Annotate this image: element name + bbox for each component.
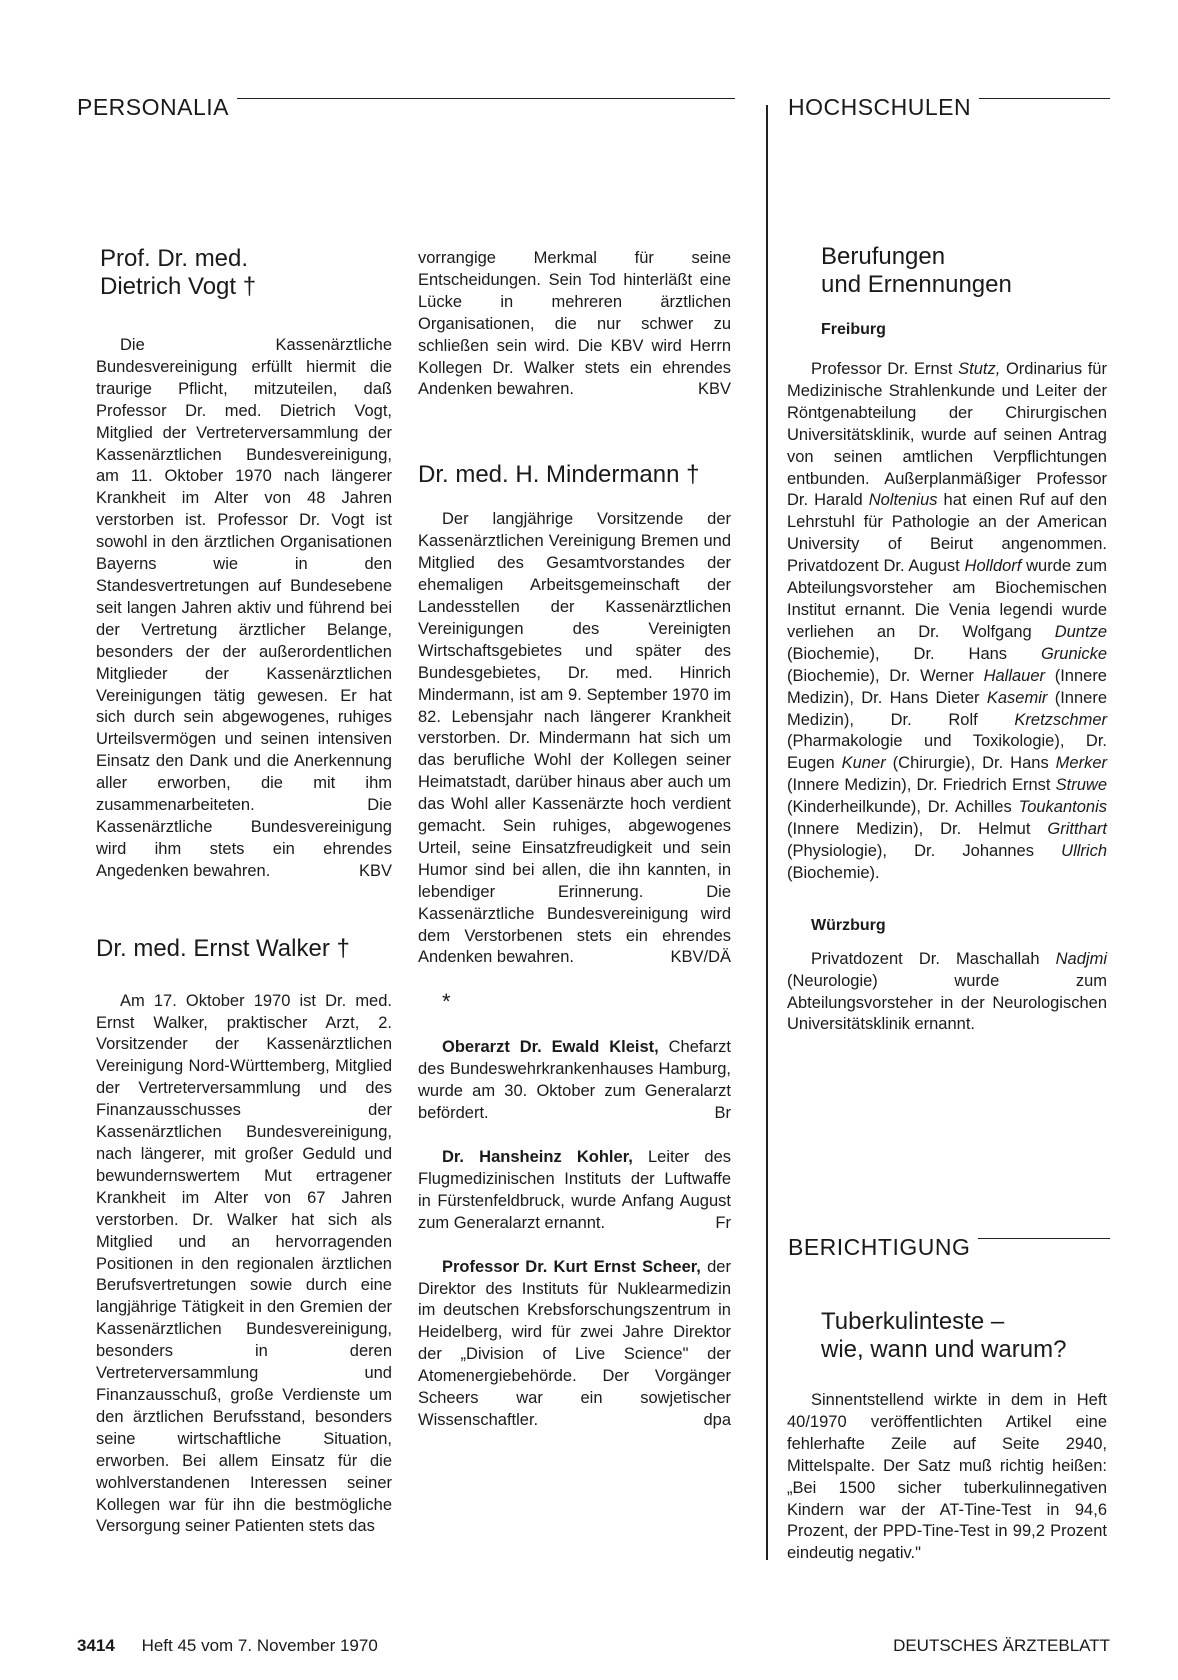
person-name: Kasemir (986, 688, 1048, 707)
article-title-tuberkulin (821, 1308, 1107, 1364)
body-text: (Biochemie). (787, 863, 880, 882)
title-line: wie, wann und warum? (821, 1336, 1067, 1363)
journal-name: DEUTSCHES ÄRZTEBLATT (893, 1636, 1110, 1655)
person-name: Nadjmi (1055, 949, 1107, 968)
title-line: Tuberkulinteste – (821, 1308, 1005, 1335)
body-text: hat einen Ruf auf den Lehrstuhl für Pathologie an der American University of Beirut angenommen. Privatdozent Dr. August (787, 491, 1108, 576)
body-text: (Kinderheilkunde), Dr. Achilles (787, 798, 1019, 817)
body-text: Der langjährige Vorsitzende der Kassenärztlichen Vereinigung Bremen und Mitglied des Gesamtvorstandes der ehemaligen Arbeitsgemeinschaft der Landesstellen der Kassenärztlichen Vereinigungen des Vereinigten Wirtschaftsgebietes und später des Bundesgebietes, Dr. med. Hinrich Mindermann, ist am 9. September 1970 im 82. Lebensjahr nach längerer Krankheit verstorben. Dr. Mindermann hat sich um das berufliche Wohl der Kollegen seiner Heimatstadt, darüber hinaus aber auch um das Wohl aller Kassenärzte hoch verdient gemacht. Sein ruhiges, abgewogenes Urteil, seine Einsatzfreudigkeit und sein Humor sind bei allen, die ihn kannten, in lebendiger Erinnerung. Die Kassenärztliche Bundesvereinigung wird dem Verstorbenen stets ein ehrendes Andenken bewahren. (418, 510, 731, 967)
body-text: vorrangige Merkmal für seine Entscheidungen. Sein Tod hinterläßt eine Lücke in mehreren ärztlichen Organisationen, die nur schwer zu schließen sein wird. Die KBV wird Herrn Kollegen Dr. Walker stets ein ehrendes Andenken bewahren. (418, 249, 731, 399)
body-text: (Biochemie), Dr. Hans (787, 644, 1041, 663)
body-text: (Innere Medizin), Dr. Helmut (787, 820, 1048, 839)
notice-name: Oberarzt Dr. Ewald Kleist, (442, 1038, 659, 1057)
heading-wuerzburg: Würzburg (811, 916, 886, 934)
signature: KBV (697, 380, 731, 399)
page-number: 3414 (77, 1636, 115, 1655)
header-rule (978, 1238, 1110, 1239)
title-line: und Ernennungen (821, 271, 1012, 298)
section-header-personalia (77, 96, 735, 119)
article-body-tuberkulin: Sinnentstellend wirkte in dem in Heft 40/1970 veröffentlichten Artikel eine fehlerhafte Zeile auf Seite 2940, Mittelspalte. Der Satz muß richtig heißen: „Bei 1500 sicher tuberkulinnegativen Kindern war der AT-Tine-Test in 94,6 Prozent, der PPD-Tine-Test in 99,2 Prozent eindeutig negativ." (787, 1391, 1107, 1563)
signature: KBV (358, 861, 392, 880)
person-name: Grunicke (1040, 644, 1107, 663)
section-label: PERSONALIA (77, 94, 229, 120)
person-name: Duntze (1054, 622, 1107, 641)
notice-scheer (418, 1257, 731, 1432)
title-line: Prof. Dr. med. (100, 245, 249, 272)
column-divider (766, 105, 768, 1560)
article-body-mindermann (418, 509, 731, 969)
article-title-vogt (100, 245, 392, 301)
person-name: Toukantonis (1018, 798, 1107, 817)
signature: KBV/DÄ (670, 948, 731, 967)
column-middle (418, 248, 731, 1432)
article-title-walker: Dr. med. Ernst Walker † (96, 934, 350, 962)
signature: Fr (715, 1213, 731, 1232)
article-title-mindermann: Dr. med. H. Mindermann † (418, 461, 700, 489)
article-body-wuerzburg (787, 949, 1107, 1037)
header-rule (979, 98, 1110, 99)
article-body-vogt (96, 335, 392, 883)
article-body-walker: Am 17. Oktober 1970 ist Dr. med. Ernst Walker, praktischer Arzt, 2. Vorsitzender der Kassenärztlichen Vereinigung Nord-Württemberg, Mitglied der Vertreterversammlung und des Finanzausschusses der Kassenärztlichen Bundesvereinigung, nach längerer, mit großer Geduld und bewundernswertem Mut ertragener Krankheit im Alter von 67 Jahren verstorben. Dr. Walker hat sich als Mitglied und an hervorragenden Positionen in den regionalen ärztlichen Berufsvertretungen sowie durch eine langjährige Tätigkeit in den Gremien der Kassenärztlichen Bundesvereinigung, besonders in deren Vertreterversammlung und Finanzausschuß, große Verdienste um den ärztlichen Berufsstand, besonders seine wirtschaftliche Situation, erworben. Bei allem Einsatz für die wohlverstandenen Interessen seiner Kollegen war für ihn die bestmögliche Versorgung seiner Patienten stets das (96, 991, 392, 1536)
title-line: Berufungen (821, 243, 946, 270)
body-text: (Neurologie) wurde zum Abteilungsvorsteher in der Neurologischen Universitätsklinik ernannt. (787, 971, 1107, 1034)
body-text: (Chirurgie), Dr. Hans (885, 754, 1056, 773)
body-text: (Innere Medizin), Dr. Hans Dieter (787, 666, 1107, 707)
article-body-walker-continued (418, 248, 731, 401)
title-line: Dietrich Vogt † (100, 273, 257, 300)
person-name: Hallauer (983, 666, 1046, 685)
person-name: Ullrich (1061, 841, 1107, 860)
body-text: (Physiologie), Dr. Johannes (787, 841, 1062, 860)
body-text: Professor Dr. Ernst (811, 360, 959, 378)
notice-text: Chefarzt des Bundeswehrkrankenhauses Hamburg, wurde am 30. Oktober zum Generalarzt befördert. (418, 1038, 732, 1123)
notice-text: der Direktor des Instituts für Nuklearmedizin im deutschen Krebsforschungszentrum in Heidelberg, wird für zwei Jahre Direktor der „Division of Live Science" der Atomenergiebehörde. Der Vorgänger Scheers war ein sowjetischer Wissenschaftler. (418, 1257, 731, 1429)
body-text: Ordinarius für Medizinische Strahlenkunde und Leiter der Röntgenabteilung der Chirurgischen Universitätsklinik, wurde auf seinen Antrag von seinen amtlichen Verpflichtungen entbunden. Außerplanmäßiger Professor Dr. Harald (787, 360, 1107, 510)
signature: Br (714, 1104, 731, 1123)
body-text: (Innere Medizin), Dr. Friedrich Ernst (787, 776, 1056, 795)
section-header-hochschulen (788, 96, 1110, 119)
notice-text: Leiter des Flugmedizinischen Instituts der Luftwaffe in Fürstenfeldbruck, wurde Anfang August zum Generalarzt ernannt. (418, 1148, 732, 1232)
notice-kohler (418, 1147, 731, 1235)
person-name: Merker (1055, 754, 1107, 773)
body-text: (Biochemie), Dr. Werner (787, 666, 984, 685)
body-text: Privatdozent Dr. Maschallah (811, 949, 1056, 968)
article-body-freiburg (787, 359, 1107, 885)
body-text: Die Kassenärztliche Bundesvereinigung erfüllt hiermit die traurige Pflicht, mitzuteilen, daß Professor Dr. med. Dietrich Vogt, Mitglied der Vertreterversammlung der Kassenärztlichen Bundesvereinigung, am 11. Oktober 1970 nach längerer Krankheit im Alter von 48 Jahren verstorben ist. Professor Dr. Vogt ist sowohl in den ärztlichen Organisationen Bayerns wie in den Standesvertretungen auf Bundesebene seit langen Jahren aktiv und führend bei der Vertretung ärztlicher Belange, besonders der der außerordentlichen Mitglieder der Kassenärztlichen Vereinigungen tätig gewesen. Er hat sich durch sein abgewogenes, ruhiges Urteilsvermögen und seinen intensiven Einsatz den Dank und die Anerkennung aller erworben, die mit ihm zusammenarbeiteten. Die Kassenärztliche Bundesvereinigung wird ihm stets ein ehrendes Angedenken bewahren. (96, 336, 392, 880)
footer (77, 1636, 1110, 1656)
notice-kleist (418, 1037, 731, 1125)
section-label: BERICHTIGUNG (788, 1234, 971, 1260)
column-right (787, 243, 1107, 1036)
notice-name: Dr. Hansheinz Kohler, (442, 1148, 633, 1166)
article-title-berufungen (821, 243, 1107, 299)
column-right-lower (787, 1308, 1107, 1565)
column-left (96, 245, 392, 1538)
issue-info: Heft 45 vom 7. November 1970 (141, 1636, 378, 1655)
heading-freiburg: Freiburg (821, 321, 886, 338)
person-name: Kuner (841, 754, 886, 773)
header-rule (237, 98, 735, 99)
body-text: wurde zum Abteilungsvorsteher am Biochemischen Institut ernannt. Die Venia legendi wurde verliehen an Dr. Wolfgang (787, 557, 1108, 641)
person-name: Stutz, (958, 360, 1001, 378)
person-name: Kretzschmer (1014, 710, 1107, 729)
separator-asterisk: * (442, 989, 451, 1015)
person-name: Holldorf (964, 557, 1022, 576)
person-name: Struwe (1055, 776, 1107, 795)
body-text: (Pharmakologie und Toxikologie), Dr. Eugen (787, 732, 1107, 773)
signature: dpa (703, 1410, 731, 1429)
section-label: HOCHSCHULEN (788, 94, 972, 120)
notice-name: Professor Dr. Kurt Ernst Scheer, (442, 1257, 701, 1276)
section-header-berichtigung (788, 1236, 1110, 1259)
person-name: Noltenius (868, 491, 938, 510)
body-text: (Innere Medizin), Dr. Rolf (787, 688, 1107, 729)
person-name: Gritthart (1047, 820, 1107, 839)
